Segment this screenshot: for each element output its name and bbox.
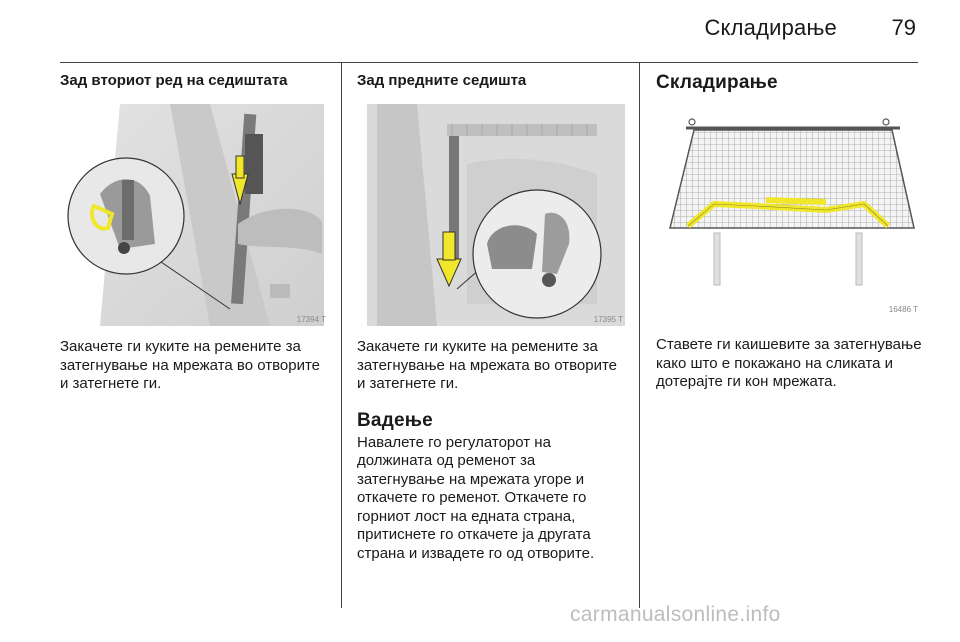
figure-code: 16486 T xyxy=(888,305,918,314)
column-1 xyxy=(60,72,330,394)
figure-code: 17394 T xyxy=(296,315,326,324)
removal-heading: Вадење xyxy=(357,409,433,431)
removal-section xyxy=(357,410,627,564)
removal-text: Навалете го регулаторот на должината од ременот за затегнување на мрежата угоре и откачете го ременот. Откачете го горниот лост на едната страна, притиснете го откачете ја другата страна и извадете го од отворите. xyxy=(357,433,595,562)
page-number: 79 xyxy=(891,15,916,40)
column-divider-2 xyxy=(639,62,640,608)
column-2 xyxy=(357,72,627,563)
column-1-heading: Зад вториот ред на седиштата xyxy=(60,72,288,89)
column-3 xyxy=(656,72,922,392)
figure-front-seats xyxy=(357,104,627,326)
column-1-text: Закачете ги куките на ремените за затегнување на мрежата во отворите и затегнете ги. xyxy=(60,338,321,392)
column-divider-1 xyxy=(341,62,342,608)
illustration-second-row xyxy=(60,104,324,326)
illustration-folded-net xyxy=(656,108,922,316)
watermark: carmanualsonline.info xyxy=(570,603,781,626)
page-title: Складирање xyxy=(704,15,837,40)
column-2-text: Закачете ги куките на ремените за затегнување на мрежата во отворите и затегнете ги. xyxy=(357,338,618,392)
figure-second-row-seats xyxy=(60,104,330,326)
storage-heading: Складирање xyxy=(656,72,778,93)
figure-code: 17395 T xyxy=(593,315,623,324)
figure-net-storage xyxy=(656,108,922,316)
column-3-text: Ставете ги каишевите за затегнување како што е покажано на сликата и дотерајте ги кон мрежата. xyxy=(656,336,922,390)
column-2-heading: Зад предните седишта xyxy=(357,72,527,89)
illustration-front-seats xyxy=(357,104,625,326)
header-rule xyxy=(60,62,918,63)
